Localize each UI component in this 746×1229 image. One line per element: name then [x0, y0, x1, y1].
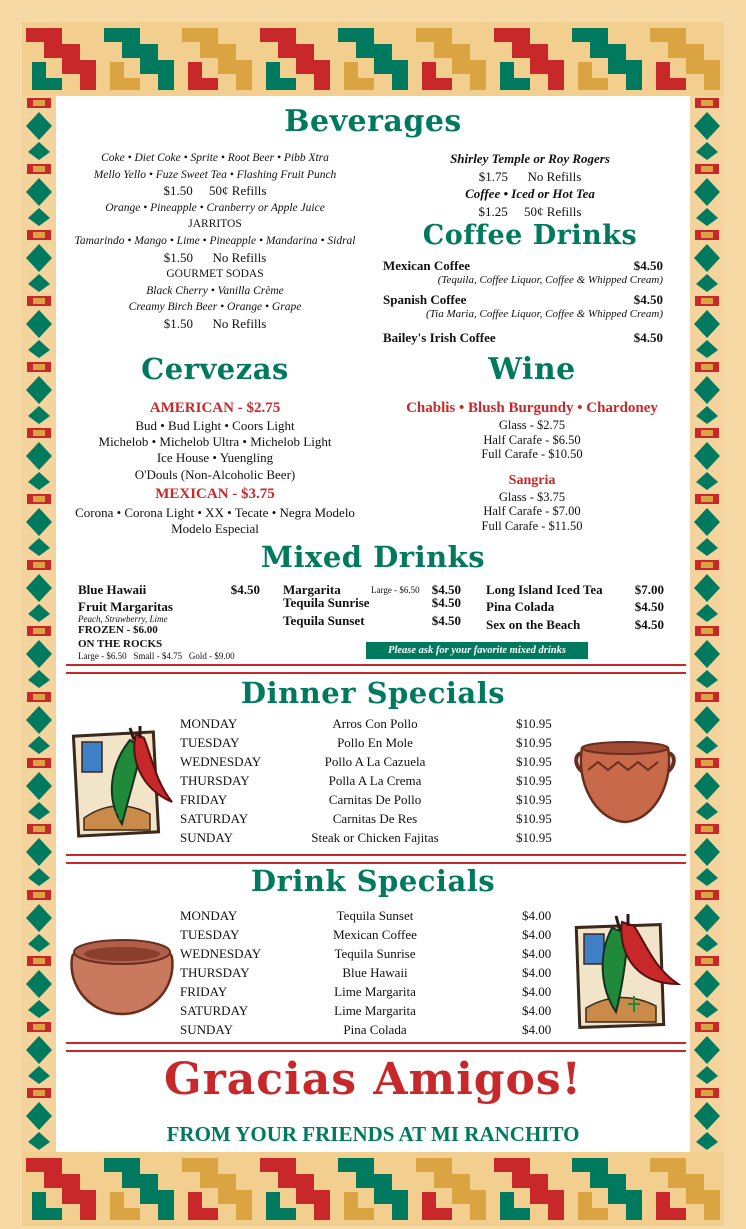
- border-motif: [690, 492, 724, 563]
- border-motif: [22, 1086, 56, 1152]
- border-motif: [690, 690, 724, 761]
- border-motif: [22, 162, 56, 233]
- dinner-row: [180, 830, 560, 849]
- border-motif: [22, 492, 56, 563]
- chili-pepper-tile-icon: [70, 718, 176, 840]
- drink-item: Blue Hawaii: [342, 965, 408, 980]
- border-motif: [690, 1020, 724, 1091]
- border-tile: [646, 22, 724, 96]
- dinner-price: $10.95: [516, 830, 552, 845]
- american-heading: AMERICAN - $2.75: [149, 400, 281, 416]
- beverage-price: $1.50 No Refills: [163, 315, 267, 331]
- dinner-day: FRIDAY: [180, 792, 228, 807]
- dinner-price: $10.95: [516, 773, 552, 788]
- drink-item: Mexican Coffee: [333, 927, 417, 942]
- dinner-item: Steak or Chicken Fajitas: [311, 830, 439, 845]
- coffee-item: [383, 292, 663, 330]
- border-motif: [22, 690, 56, 761]
- beverage-line: Creamy Birch Beer • Orange • Grape: [128, 301, 302, 314]
- border-motif: [690, 1086, 724, 1152]
- border-tile: [100, 1152, 178, 1226]
- drink-specials-table: [180, 908, 560, 1042]
- mixed-name: Margarita: [283, 582, 341, 597]
- dinner-price: $10.95: [516, 735, 552, 750]
- dinner-row: [180, 811, 560, 830]
- coffee-desc: (Tia Maria, Coffee Liquor, Coffee & Whipped Cream): [426, 308, 663, 320]
- drink-item: Lime Margarita: [334, 1003, 416, 1018]
- drink-price: $4.00: [522, 927, 552, 942]
- border-motif: [690, 96, 724, 167]
- beverage-line: Coffee • Iced or Hot Tea: [465, 186, 595, 201]
- dinner-item: Carnitas De Res: [332, 811, 418, 826]
- drink-row: [180, 1022, 560, 1041]
- border-motif: [22, 294, 56, 365]
- wine-title: Wine: [488, 352, 576, 387]
- coffee-item: [383, 258, 663, 292]
- margarita-flavors: Peach, Strawberry, Lime: [78, 614, 168, 624]
- drink-item: Tequila Sunset: [336, 908, 414, 923]
- border-tile: [490, 1152, 568, 1226]
- drink-day: SATURDAY: [180, 1003, 249, 1018]
- drink-row: [180, 946, 560, 965]
- rocks-heading: ON THE ROCKS: [78, 638, 163, 650]
- beer-line: Bud • Bud Light • Coors Light: [135, 418, 295, 433]
- drink-price: $4.00: [522, 946, 552, 961]
- drink-item: Lime Margarita: [334, 984, 416, 999]
- beverage-price: $1.25 50¢ Refills: [478, 203, 582, 219]
- beer-line: Michelob • Michelob Ultra • Michelob Light: [98, 434, 332, 450]
- dinner-item: Arros Con Pollo: [332, 716, 418, 731]
- beverage-line: Orange • Pineapple • Cranberry or Apple Juice: [105, 201, 325, 214]
- divider-rule: [66, 854, 686, 864]
- drink-day: SUNDAY: [180, 1022, 233, 1037]
- border-motif: [22, 954, 56, 1025]
- border-motif: [22, 888, 56, 959]
- dinner-day: SUNDAY: [180, 830, 233, 845]
- border-tile: [178, 1152, 256, 1226]
- beverages-right-column: [380, 150, 680, 220]
- border-tile: [334, 1152, 412, 1226]
- drink-row: [180, 965, 560, 984]
- mixed-name: Fruit Margaritas: [78, 599, 173, 614]
- border-tile: [568, 22, 646, 96]
- dinner-day: TUESDAY: [180, 735, 240, 750]
- gracias-amigos-heading: Gracias Amigos!: [164, 1054, 582, 1105]
- sangria-price-line: Half Carafe - $7.00: [483, 504, 581, 518]
- beverage-line: Tamarindo • Mango • Lime • Pineapple • Mandarina • Sidral: [74, 234, 356, 247]
- mixed-name: Sex on the Beach: [486, 617, 581, 632]
- border-motif: [690, 360, 724, 431]
- wine-list: [382, 398, 682, 533]
- friends-tagline: FROM YOUR FRIENDS AT MI RANCHITO: [166, 1122, 580, 1146]
- border-motif: [22, 558, 56, 629]
- border-tile: [256, 22, 334, 96]
- border-tile: [490, 22, 568, 96]
- border-tile: [178, 22, 256, 96]
- border-motif: [22, 228, 56, 299]
- border-motif: [690, 954, 724, 1025]
- coffee-price: $4.50: [633, 258, 663, 273]
- border-motif: [22, 1020, 56, 1091]
- mixed-name: Blue Hawaii: [78, 582, 147, 597]
- mixed-price: $4.50: [634, 617, 664, 632]
- divider-rule: [66, 664, 686, 674]
- beer-line: O'Douls (Non-Alcoholic Beer): [134, 466, 296, 482]
- border-tile: [22, 22, 100, 96]
- sangria-price-line: Full Carafe - $11.50: [481, 518, 583, 533]
- wine-price-line: Full Carafe - $10.50: [481, 447, 583, 461]
- border-tile: [334, 22, 412, 96]
- border-motif: [690, 426, 724, 497]
- border-motif: [690, 162, 724, 233]
- dinner-day: THURSDAY: [180, 773, 250, 788]
- beer-line: Corona • Corona Light • XX • Tecate • Negra Modelo: [75, 504, 355, 520]
- mixed-column-1: [78, 582, 260, 662]
- drink-row: [180, 984, 560, 1003]
- dinner-day: WEDNESDAY: [180, 754, 262, 769]
- drink-item: Tequila Sunrise: [334, 946, 416, 961]
- drink-price: $4.00: [522, 908, 552, 923]
- coffee-price: $4.50: [633, 292, 663, 307]
- drink-day: THURSDAY: [180, 965, 250, 980]
- mixed-note-banner: Please ask for your favorite mixed drinks: [366, 642, 588, 659]
- border-motif: [22, 756, 56, 827]
- rocks-sizes: Large - $6.50 Small - $4.75 Gold - $9.00: [78, 651, 235, 661]
- dinner-price: $10.95: [516, 792, 552, 807]
- border-motif: [22, 624, 56, 695]
- drink-item: Pina Colada: [343, 1022, 407, 1037]
- bottom-border-band: [22, 1152, 724, 1226]
- border-motif: [22, 96, 56, 167]
- border-tile: [646, 1152, 724, 1226]
- drink-price: $4.00: [522, 984, 552, 999]
- beverage-line: Black Cherry • Vanilla Crème: [146, 284, 284, 297]
- drink-day: MONDAY: [180, 908, 238, 923]
- coffee-item: [383, 330, 663, 350]
- top-border-band: [22, 22, 724, 96]
- dinner-item: Carnitas De Pollo: [328, 792, 422, 807]
- mixed-name: Long Island Iced Tea: [486, 582, 603, 597]
- dinner-table: [180, 716, 560, 850]
- coffee-name: Bailey's Irish Coffee: [383, 330, 496, 345]
- mixed-price: $4.50: [634, 599, 664, 614]
- beverage-price: $1.75 No Refills: [478, 168, 582, 184]
- mixed-price: $7.00: [634, 582, 664, 597]
- dinner-price: $10.95: [516, 754, 552, 769]
- mixed-price: $4.50: [230, 582, 260, 597]
- drink-row: [180, 927, 560, 946]
- right-border-band: [690, 96, 724, 1152]
- left-border-band: [22, 96, 56, 1152]
- dinner-item: Pollo A La Cazuela: [324, 754, 426, 769]
- border-motif: [22, 426, 56, 497]
- border-tile: [100, 22, 178, 96]
- drink-price: $4.00: [522, 1003, 552, 1018]
- beer-line: Modelo Especial: [171, 521, 259, 537]
- mixed-price: $4.50: [431, 595, 461, 610]
- beverage-line: Shirley Temple or Roy Rogers: [450, 151, 610, 166]
- border-motif: [22, 360, 56, 431]
- margarita-large-price: Large - $6.50: [371, 585, 420, 595]
- coffee-list: [383, 258, 663, 350]
- mixed-price: $4.50: [431, 613, 461, 628]
- drink-day: WEDNESDAY: [180, 946, 262, 961]
- wine-price-line: Glass - $2.75: [498, 418, 566, 432]
- dinner-row: [180, 754, 560, 773]
- border-tile: [22, 1152, 100, 1226]
- beverages-left-column: [60, 150, 370, 333]
- mixed-name: Pina Colada: [486, 599, 555, 614]
- border-tile: [412, 22, 490, 96]
- mixed-column-3: [486, 582, 664, 632]
- dinner-day: MONDAY: [180, 716, 238, 731]
- beverage-price: $1.50 No Refills: [163, 249, 267, 265]
- clay-pot-icon: [570, 740, 680, 826]
- coffee-title: Coffee Drinks: [422, 220, 638, 251]
- clay-bowl-icon: [66, 928, 178, 1020]
- drink-day: FRIDAY: [180, 984, 228, 999]
- wine-price-line: Half Carafe - $6.50: [483, 432, 581, 447]
- border-motif: [22, 822, 56, 893]
- beer-line: Ice House • Yuengling: [156, 450, 274, 466]
- border-tile: [412, 1152, 490, 1226]
- drink-day: TUESDAY: [180, 927, 240, 942]
- sangria-heading: Sangria: [508, 472, 556, 488]
- border-motif: [690, 228, 724, 299]
- coffee-name: Mexican Coffee: [383, 258, 470, 273]
- cervezas-list: [60, 398, 370, 537]
- dinner-title: Dinner Specials: [240, 676, 506, 710]
- dinner-row: [180, 773, 560, 792]
- dinner-row: [180, 716, 560, 735]
- border-motif: [690, 822, 724, 893]
- dinner-row: [180, 792, 560, 811]
- border-motif: [690, 756, 724, 827]
- border-tile: [256, 1152, 334, 1226]
- beverage-line: Mello Yello • Fuze Sweet Tea • Flashing Fruit Punch: [93, 168, 337, 181]
- border-motif: [690, 294, 724, 365]
- divider-rule: [66, 1042, 686, 1052]
- drink-row: [180, 1003, 560, 1022]
- mixed-title: Mixed Drinks: [260, 540, 486, 574]
- mixed-column-2: [283, 582, 461, 632]
- beverage-line: Coke • Diet Coke • Sprite • Root Beer • Pibb Xtra: [101, 152, 329, 164]
- beverage-heading: GOURMET SODAS: [166, 268, 264, 281]
- border-motif: [690, 558, 724, 629]
- sangria-price-line: Glass - $3.75: [498, 489, 566, 504]
- mexican-heading: MEXICAN - $3.75: [155, 485, 275, 502]
- beverage-price: $1.50 50¢ Refills: [163, 183, 267, 199]
- drink-price: $4.00: [522, 1022, 552, 1037]
- border-motif: [690, 888, 724, 959]
- drink-specials-title: Drink Specials: [250, 864, 496, 898]
- dinner-price: $10.95: [516, 811, 552, 826]
- mixed-name: Tequila Sunset: [283, 613, 365, 628]
- drink-price: $4.00: [522, 965, 552, 980]
- dinner-day: SATURDAY: [180, 811, 249, 826]
- drink-row: [180, 908, 560, 927]
- beverages-title: Beverages: [284, 104, 462, 139]
- wine-heading: Chablis • Blush Burgundy • Chardoney: [406, 400, 658, 416]
- coffee-price: $4.50: [633, 330, 663, 345]
- cervezas-title: Cervezas: [141, 352, 289, 386]
- chili-pepper-tile-icon: [572, 908, 682, 1032]
- mixed-name: Tequila Sunrise: [283, 595, 370, 610]
- mixed-price: $4.50: [431, 582, 461, 597]
- dinner-row: [180, 735, 560, 754]
- beverage-heading: JARRITOS: [188, 218, 242, 231]
- dinner-price: $10.95: [516, 716, 552, 731]
- dinner-item: Polla A La Crema: [328, 773, 422, 788]
- dinner-item: Pollo En Mole: [337, 735, 413, 750]
- border-tile: [568, 1152, 646, 1226]
- coffee-name: Spanish Coffee: [383, 292, 467, 307]
- coffee-desc: (Tequila, Coffee Liquor, Coffee & Whipped Cream): [437, 274, 663, 286]
- border-motif: [690, 624, 724, 695]
- frozen-price: FROZEN - $6.00: [78, 624, 158, 636]
